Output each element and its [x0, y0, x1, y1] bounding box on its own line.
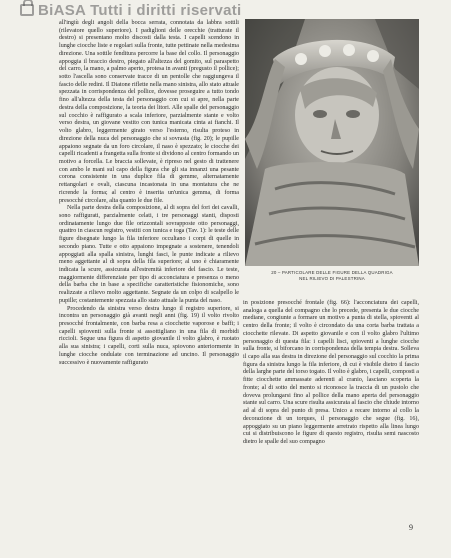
lock-icon	[20, 4, 34, 16]
paragraph: Nella parte destra della composizione, al di sopra del fori dei cavalli, sono raffigurati, parzialmente celati, i tre personaggi stanti, disposti ordinatamente lungo due file orizzontali sovrapposte otto personaggi, quattro in ciascun registro, vestiti con tunica e toga (Tav. 1): le teste delle figure disegnate lungo la fila inferiore occultano i corpi di quelle in secondo piano. Tutte e otto appaiono impegnate a sostenere, tenendoli appoggiati alla spalla sinistra, lunghi fasci, le punte indicate a rilievo meno aggettante al di sopra della fila superiore; al uno è chiaramente indicata la scure, assicurata all'estremità inferiore del fascio. Le teste, maggiormente differenziate per tipo di acconciatura e presenza o meno della barba che in base a specifiche caratteristiche fisionomiche, sono realizzate a rilievo molto aggettante. Segnate da un colpo di scalpello le pupille; costantemente spezzata allo stato attuale la punta del naso.	[59, 205, 239, 304]
watermark	[20, 2, 242, 19]
left-column	[59, 20, 239, 367]
figure-caption	[245, 270, 419, 282]
watermark-text: BiASA Tutti i diritti riservati	[38, 2, 242, 19]
relief-photograph	[245, 19, 419, 266]
paragraph: Procedendo da sinistra verso destra lungo il registro superiore, si incontra un personaggio già avanti negli anni (fig. 19) il volto rivolto presocché frontalmente, con barba resa a ciocchette vaporose e baffi; i capelli spioventi sulla fronte si assottigliano in una fila di morbidi riccioli. Segue una figura di aspetto giovanile il volto glabro, è ruotato alla sua sinistra; i capelli, corti sulla nuca, spiovono anteriormente in lunghe ciocche ondulate con terminazione ad uncino. Il personaggio successivo è nuovamente raffigurato	[59, 305, 239, 366]
caption-line: NEL RILIEVO DI PALESTRINA	[299, 276, 365, 282]
paragraph: in posizione presocché frontale (fig. 66): l'acconciatura dei capelli, analoga a quella del compagno che lo precede, presenta le due ciocche mediane, congiunte a formare un motivo a punta di stella, spioventi al centro della fronte; il volto è circondato da una corta barba trattata a ciocchette rilevate. Di aspetto giovanile e con il volto glabro l'ultimo personaggio di questa fila: i capelli lisci, spioventi a lunghe ciocche sulla fronte, si biforcano in corrispondenza della tempia destra. Solleva il capo alla sua destra in direzione del personaggio sul cocchio la prima figura da sinistra lungo la fila inferiore, di cui è visibile dietro il fascio della larghe parte del torso togato. Il volto è glabro, i capelli, composti a fitte ciocchette ammassate aderenti al cranio, lasciano scoperta la fronte; al di sotto del mento si riconosce la traccia di un pustolo che doveva prolungarsi fino al pollice della mano aperta del personaggio stante sul carro. Una scure risulta assicurata al fascio che chiude intorno ad al di sopra del punto di presa. Unico a recare intorno al collo la decorazione di un torques, il personaggio che segue (fig. 16), appoggiato su un piano leggermente arretrato rispetto alla linea lungo cui si distribuiscono le figure di questo registro, risulta semi nascosto dietro le spalle del suo compagno	[243, 300, 419, 445]
caption-line: 20 – PARTICOLARE DELLE FIGURE DELLA QUADRIGA	[271, 270, 393, 275]
page-number: 9	[409, 523, 413, 532]
paragraph: all'ingiù degli angoli della bocca serrata, connotata da labbra sottili (rilevatore quello superiore). I padiglioni delle orecchie (tratturate il destro) si presentano molto discosti dalla testa. I capelli scendono in lunghe ciocche liste e regolari sulla fronte, tutte pettinate nella medesima direzione. Una sottile fenditura percorre la base del collo. Il personaggio appoggia il braccio destro, piegato all'altezza del gomito, sul paraspetto del carro, la mano, a palmo aperto, protesa in avanti (pregusto il pollice); sotto l'ascella sono conservate tracce di un pentolle che raggiungeva il fascio delle redini. Il Diatone riflette nella mano sinistra, allo stato attuale spezzata in corrispondenza del pollice, dovesse proseguire a tutto tondo fino all'altezza della testa del personaggio con cui si apre, nella parte destra della composizione, la teoria dei litori. Alle spalle del personaggio sul cocchio è raffigurato a scala inferiore, parzialmente stante e volto verso destra, un giovane vestito con tunica manicata cinta ai fianchi. Il volto glabro, leggermente girato verso l'esterno, risulta proteso in direzione della nuca del personaggio che si sovrasta (fig. 20); le pupille appaiono segnate da un foro circolare, il naso è spezzato; le ciocche dei capelli ricadenti a frangetta sulla fronte si dividono al centro formando un motivo a forcella. Le braccia sollevate, è ripreso nel gesto di trattenere con ambo le mani sul capo della figura che gli sta innanzi una pesante corona consistente in una duplice fila di gemme, alternatamente rettangolari e ovali, ciascuna incastonata in una montatura che ne ricrende la forma; al centro è inserita un'unica gemma, di forma presocché circolare, alta quanto le due file.	[59, 20, 239, 204]
relief-photo-image	[245, 19, 419, 266]
right-column	[243, 300, 419, 447]
